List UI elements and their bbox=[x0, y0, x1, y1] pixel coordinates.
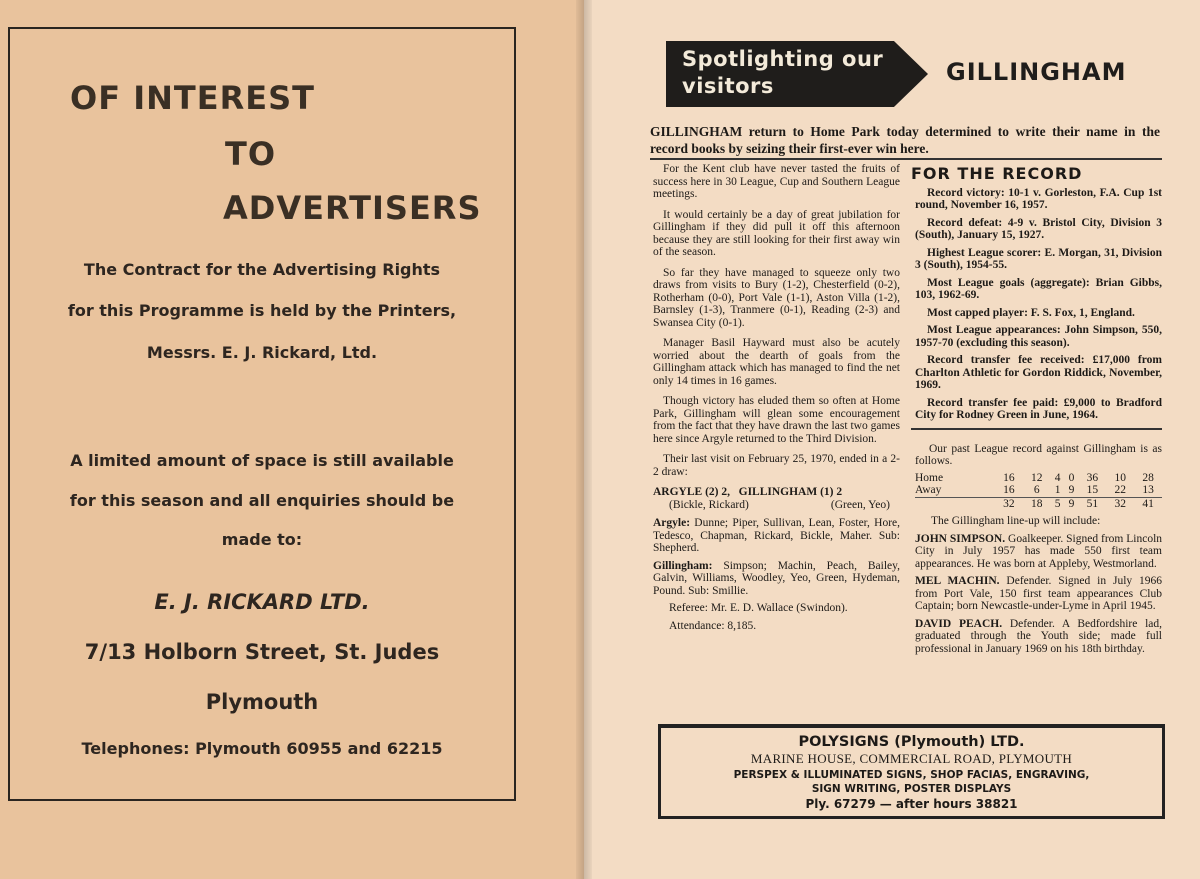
record-item: Highest League scorer: E. Morgan, 31, Division 3 (South), 1954-55. bbox=[915, 246, 1162, 271]
company-telephones: Telephones: Plymouth 60955 and 62215 bbox=[81, 739, 443, 758]
record-item: Most League appearances: John Simpson, 550, 1957-70 (excluding this season). bbox=[915, 324, 1162, 349]
article-paragraph: So far they have managed to squeeze only two draws from visits to Bury (1-2), Chesterfield (0-2), Rotherham (0-0), Port Vale (1-1), Aston Villa (1-2), Barnsley (1-3), Tranmere (0-1), Reading (2-3) and Swansea City (0-1). bbox=[653, 266, 900, 329]
scorers-home: (Bickle, Rickard) bbox=[669, 498, 749, 511]
article-paragraph: It would certainly be a day of great jubilation for Gillingham if they did pull it off this afternoon because they are still looking for their first away win of the season. bbox=[653, 208, 900, 258]
record-item: Record transfer fee paid: £9,000 to Bradford City for Rodney Green in June, 1964. bbox=[915, 396, 1162, 421]
space-line-3: made to: bbox=[221, 530, 303, 549]
banner-line-2: visitors bbox=[682, 74, 774, 98]
table-row bbox=[915, 484, 1162, 497]
polysigns-address: MARINE HOUSE, COMMERCIAL ROAD, PLYMOUTH bbox=[750, 751, 1073, 766]
row-label bbox=[915, 497, 995, 510]
polysigns-services-2: SIGN WRITING, POSTER DISPLAYS bbox=[811, 783, 1012, 795]
lead-divider bbox=[650, 158, 1162, 160]
article-paragraph: Manager Basil Hayward must also be acutely worried about the dearth of goals from the Gillingham attack which has managed to find the net only 14 times in 16 games. bbox=[653, 337, 900, 387]
lead-paragraph: GILLINGHAM return to Home Park today determined to write their name in the record books by seizing their first-ever win here. bbox=[650, 124, 1160, 156]
player-name: JOHN SIMPSON. bbox=[915, 532, 1006, 545]
past-record-table bbox=[915, 472, 1162, 511]
article-paragraph: Their last visit on February 25, 1970, ended in a 2-2 draw: bbox=[653, 453, 900, 478]
row-label: Home bbox=[915, 471, 944, 484]
player-profile bbox=[915, 533, 1162, 571]
player-profile bbox=[915, 618, 1162, 656]
table-cell: 10 bbox=[1114, 471, 1126, 484]
article-paragraph: Though victory has eluded them so often at Home Park, Gillingham will glean some encouragement from the fact that they have drawn the last two games here since Argyle returned to the Third Division. bbox=[653, 395, 900, 445]
player-text: Defender. A Bedfordshire lad, graduated through the Youth side; made full professional in January 1969 on his 18th birthday. bbox=[915, 617, 1163, 655]
attendance: Attendance: 8,185. bbox=[669, 619, 757, 632]
gillingham-label: Gillingham: bbox=[653, 559, 713, 572]
heading-to: TO bbox=[225, 135, 277, 173]
polysigns-telephone: Ply. 67279 — after hours 38821 bbox=[805, 797, 1018, 811]
scorers-away: (Green, Yeo) bbox=[830, 498, 890, 511]
table-cell: 16 bbox=[1003, 471, 1015, 484]
argyle-team: Dunne; Piper, Sullivan, Lean, Foster, Hore, Tedesco, Chapman, Rickard, Bickle, Maher. Sub: Shepherd. bbox=[653, 517, 900, 554]
table-cell: 51 bbox=[1086, 497, 1099, 510]
player-text: Goalkeeper. Signed from Lincoln City in July 1957 has made 550 first team appearances. He was born at Appleby, Westmorland. bbox=[915, 532, 1163, 570]
score-away: GILLINGHAM (1) 2 bbox=[738, 486, 843, 498]
table-cell: 0 bbox=[1068, 471, 1075, 484]
table-cell: 28 bbox=[1142, 471, 1154, 484]
record-item: Most capped player: F. S. Fox, 1, England. bbox=[927, 306, 1135, 319]
player-name: MEL MACHIN. bbox=[915, 575, 1000, 587]
table-cell: 6 bbox=[1033, 484, 1040, 496]
article-column bbox=[653, 163, 900, 637]
table-cell: 32 bbox=[1114, 497, 1126, 510]
polysigns-advert bbox=[658, 724, 1165, 819]
company-name: E. J. RICKARD LTD. bbox=[154, 590, 370, 614]
space-line-2: for this season and all enquiries should be bbox=[69, 491, 455, 510]
record-item: Record transfer fee received: £17,000 from Charlton Athletic for Gordon Riddick, November, 1969. bbox=[915, 354, 1162, 391]
referee: Referee: Mr. E. D. Wallace (Swindon). bbox=[669, 602, 848, 614]
argyle-lineup bbox=[653, 517, 900, 555]
last-score bbox=[653, 486, 900, 499]
table-cell: 12 bbox=[1030, 471, 1043, 484]
advertisers-notice bbox=[8, 27, 516, 801]
table-cell: 18 bbox=[1030, 497, 1043, 510]
contract-line-1: The Contract for the Advertising Rights bbox=[83, 260, 441, 279]
player-profile bbox=[915, 575, 1162, 613]
player-text: Defender. Signed in July 1966 from Port Vale, 150 first team appearances Club Captain; born Newcastle-under-Lyme in April 1945. bbox=[915, 575, 1163, 612]
heading-advertisers: ADVERTISERS bbox=[223, 189, 482, 227]
record-item: Most League goals (aggregate): Brian Gibbs, 103, 1962-69. bbox=[915, 276, 1162, 301]
table-cell: 1 bbox=[1054, 484, 1061, 496]
contract-line-3: Messrs. E. J. Rickard, Ltd. bbox=[146, 343, 378, 362]
table-cell: 36 bbox=[1086, 471, 1099, 484]
score-home: ARGYLE (2) 2, bbox=[653, 486, 730, 498]
heading-of-interest: OF INTEREST bbox=[70, 79, 315, 117]
record-column bbox=[911, 164, 1163, 660]
row-label: Away bbox=[915, 484, 942, 496]
company-town: Plymouth bbox=[205, 690, 319, 714]
record-title: FOR THE RECORD bbox=[911, 164, 1083, 183]
polysigns-name: POLYSIGNS (Plymouth) LTD. bbox=[798, 734, 1025, 750]
past-record-intro: Our past League record against Gillingham is as follows. bbox=[915, 442, 1162, 467]
player-profiles bbox=[915, 533, 1162, 656]
record-item: Record victory: 10-1 v. Gorleston, F.A. Cup 1st round, November 16, 1957. bbox=[915, 186, 1162, 211]
record-item: Record defeat: 4-9 v. Bristol City, Division 3 (South), January 15, 1927. bbox=[915, 216, 1162, 241]
club-title: GILLINGHAM bbox=[946, 58, 1127, 86]
gillingham-lineup bbox=[653, 560, 900, 598]
record-divider bbox=[911, 428, 1162, 430]
table-row-total bbox=[915, 497, 1162, 510]
table-row bbox=[915, 472, 1162, 485]
contract-line-2: for this Programme is held by the Printers, bbox=[67, 301, 457, 320]
article-paragraph: For the Kent club have never tasted the fruits of success here in 30 League, Cup and Southern League meetings. bbox=[653, 163, 900, 200]
table-cell: 15 bbox=[1086, 484, 1099, 496]
table-cell: 4 bbox=[1054, 471, 1061, 484]
table-cell: 32 bbox=[1003, 497, 1015, 510]
scorers bbox=[653, 499, 900, 512]
table-cell: 13 bbox=[1142, 484, 1154, 496]
argyle-label: Argyle: bbox=[653, 517, 691, 529]
table-cell: 5 bbox=[1054, 497, 1061, 510]
lineup-intro: The Gillingham line-up will include: bbox=[931, 515, 1101, 527]
spotlight-banner-text bbox=[682, 46, 892, 100]
table-cell: 41 bbox=[1142, 497, 1154, 510]
polysigns-services-1: PERSPEX & ILLUMINATED SIGNS, SHOP FACIAS, ENGRAVING, bbox=[733, 769, 1090, 781]
space-line-1: A limited amount of space is still available bbox=[70, 451, 454, 470]
table-cell: 9 bbox=[1068, 497, 1075, 510]
banner-line-1: Spotlighting our bbox=[682, 47, 884, 71]
spine-shadow bbox=[576, 0, 592, 879]
table-cell: 16 bbox=[1003, 484, 1015, 496]
player-name: DAVID PEACH. bbox=[915, 617, 1003, 630]
table-cell: 22 bbox=[1114, 484, 1126, 496]
company-street: 7/13 Holborn Street, St. Judes bbox=[84, 640, 440, 664]
table-cell: 9 bbox=[1068, 484, 1075, 496]
gillingham-team: Simpson; Machin, Peach, Bailey, Galvin, Williams, Woodley, Yeo, Green, Hydeman, Pound. Sub: Smillie. bbox=[653, 559, 900, 597]
